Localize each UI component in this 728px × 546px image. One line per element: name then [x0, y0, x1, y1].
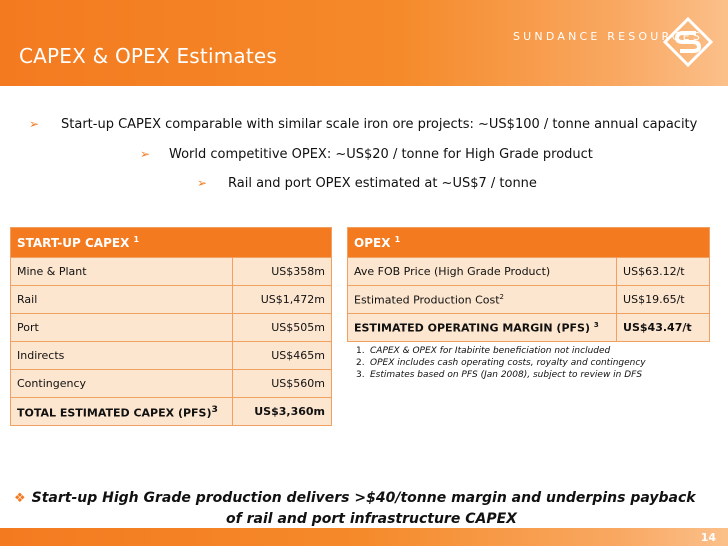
margin-value: US$43.47/t: [617, 314, 710, 342]
table-row: [11, 370, 332, 398]
page-title: CAPEX & OPEX Estimates: [19, 44, 278, 68]
opex-table: [347, 227, 710, 342]
page-number: 14: [700, 531, 716, 544]
opex-table-title: OPEX $^1$: [348, 228, 710, 258]
row-value: US$505m: [233, 314, 332, 342]
arrow-bullet-icon: ➢: [29, 117, 40, 131]
row-label: Rail: [11, 286, 233, 314]
table-row: [348, 286, 710, 314]
header-bar: [0, 0, 728, 86]
bullet-opex: [140, 147, 593, 162]
row-value: US$358m: [233, 258, 332, 286]
sundance-s-logo-icon: [663, 17, 713, 67]
footnote: 2. OPEX includes cash operating costs, royalty and contingency: [356, 358, 646, 368]
bullet-rail-port: [197, 176, 537, 191]
margin-label: ESTIMATED OPERATING MARGIN (PFS) $^3$: [348, 314, 617, 342]
row-label: Contingency: [11, 370, 233, 398]
capex-table: [10, 227, 332, 426]
total-label: TOTAL ESTIMATED CAPEX (PFS)$^3$: [11, 398, 233, 426]
row-value: US$1,472m: [233, 286, 332, 314]
table-row: [11, 342, 332, 370]
footer-bar: [0, 528, 728, 546]
row-label: Port: [11, 314, 233, 342]
bullet-capex: [29, 117, 697, 132]
row-value: US$19.65/t: [617, 286, 710, 314]
row-value: US$560m: [233, 370, 332, 398]
total-row: [11, 398, 332, 426]
capex-table-title: START-UP CAPEX $^1$: [11, 228, 332, 258]
brand-name: SUNDANCE RESOURCES: [513, 30, 704, 43]
arrow-bullet-icon: ➢: [140, 147, 151, 161]
table-row: [11, 286, 332, 314]
conclusion-statement: ❖ Start-up High Grade production delivers >$40/tonne margin and underpins payback of rail and port infrastructure CAPEX: [14, 490, 696, 527]
bullet-text: World competitive OPEX: ~US$20 / tonne for High Grade product: [169, 147, 593, 162]
table-row: [11, 258, 332, 286]
footnotes: [356, 345, 646, 381]
row-label: Ave FOB Price (High Grade Product): [348, 258, 617, 286]
table-header-row: [11, 228, 332, 258]
row-value: US$465m: [233, 342, 332, 370]
bullet-text: Start-up CAPEX comparable with similar scale iron ore projects: ~US$100 / tonne annual capacity: [61, 117, 698, 132]
margin-row: [348, 314, 710, 342]
table-row: [11, 314, 332, 342]
row-label: Estimated Production Cost$^2$: [348, 286, 617, 314]
table-header-row: [348, 228, 710, 258]
table-row: [348, 258, 710, 286]
row-value: US$63.12/t: [617, 258, 710, 286]
diamond-bullet-icon: ❖: [14, 491, 26, 506]
footnote: 3. Estimates based on PFS (Jan 2008), subject to review in DFS: [356, 370, 643, 380]
row-label: Indirects: [11, 342, 233, 370]
bullet-text: Rail and port OPEX estimated at ~US$7 / tonne: [228, 176, 537, 191]
row-label: Mine & Plant: [11, 258, 233, 286]
total-value: US$3,360m: [233, 398, 332, 426]
arrow-bullet-icon: ➢: [197, 176, 208, 190]
footnote: 1. CAPEX & OPEX for Itabirite beneficiation not included: [356, 346, 611, 356]
